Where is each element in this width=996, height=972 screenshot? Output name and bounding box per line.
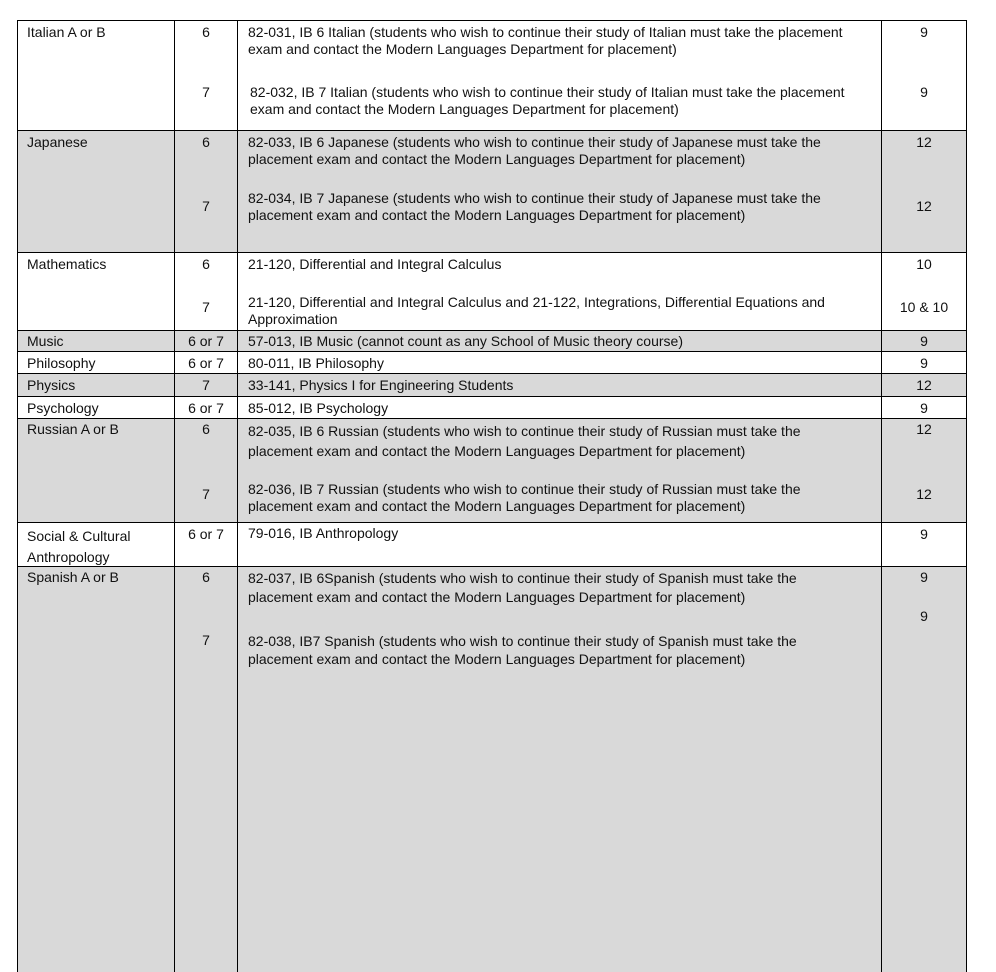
- units-value: 12: [916, 198, 932, 214]
- table-border-left: [17, 20, 18, 972]
- subject-label: Japanese: [27, 134, 88, 150]
- course-description: 80-011, IB Philosophy: [248, 355, 384, 371]
- score-value: 7: [202, 299, 210, 315]
- subject-label: Mathematics: [27, 256, 107, 272]
- units-value: 10 & 10: [899, 299, 949, 315]
- course-description: 21-120, Differential and Integral Calculus and 21-122, Integrations, Differential Equations and Approximation: [248, 294, 825, 327]
- score-value: 7: [202, 84, 210, 100]
- table-row-psychology: [17, 396, 967, 418]
- course-description: 57-013, IB Music (cannot count as any School of Music theory course): [248, 333, 683, 349]
- course-description: 21-120, Differential and Integral Calculus: [248, 256, 502, 272]
- units-value: 9: [920, 526, 928, 542]
- score-value: 7: [202, 198, 210, 214]
- course-description: 82-036, IB 7 Russian (students who wish to continue their study of Russian must take the placement exam and contact the Modern Languages Department for placement): [248, 481, 801, 514]
- score-value: 7: [202, 632, 210, 648]
- units-value: 9: [920, 608, 928, 624]
- units-value: 12: [916, 134, 932, 150]
- course-description: 33-141, Physics I for Engineering Students: [248, 377, 514, 393]
- table-row-spanish: [17, 566, 967, 972]
- score-value: 6 or 7: [188, 526, 224, 542]
- units-value: 9: [920, 355, 928, 371]
- units-value: 9: [920, 400, 928, 416]
- subject-label: Philosophy: [27, 355, 96, 371]
- score-value: 6: [202, 569, 210, 585]
- score-value: 6 or 7: [188, 333, 224, 349]
- units-value: 12: [916, 421, 932, 437]
- subject-label: Social & Cultural Anthropology: [27, 528, 131, 565]
- column-divider-score: [237, 20, 238, 972]
- subject-label: Physics: [27, 377, 76, 393]
- score-value: 6: [202, 421, 210, 437]
- table-border-right: [966, 20, 967, 972]
- units-value: 9: [920, 84, 928, 100]
- score-value: 6 or 7: [188, 400, 224, 416]
- score-value: 6: [202, 24, 210, 40]
- course-description: 82-038, IB7 Spanish (students who wish to continue their study of Spanish must take the placement exam and contact the Modern Languages Department for placement): [248, 633, 797, 667]
- subject-label: Spanish A or B: [27, 569, 119, 585]
- course-description: 82-034, IB 7 Japanese (students who wish to continue their study of Japanese must take the placement exam and contact the Modern Languages Department for placement): [248, 190, 821, 223]
- units-value: 9: [920, 569, 928, 585]
- units-value: 10: [916, 256, 932, 272]
- table-row-philosophy: [17, 351, 967, 373]
- course-description: 82-032, IB 7 Italian (students who wish to continue their study of Italian must take the placement exam and contact the Modern Languages Department for placement): [250, 84, 845, 117]
- units-value: 12: [916, 486, 932, 502]
- score-value: 7: [202, 486, 210, 502]
- units-value: 12: [916, 377, 932, 393]
- course-description: 79-016, IB Anthropology: [248, 525, 399, 541]
- units-value: 9: [920, 24, 928, 40]
- score-value: 6: [202, 256, 210, 272]
- course-description: 82-031, IB 6 Italian (students who wish to continue their study of Italian must take the placement exam and contact the Modern Languages Department for placement): [248, 24, 843, 57]
- table-row-anthropology: [17, 522, 967, 566]
- score-value: 6: [202, 134, 210, 150]
- course-description: 82-033, IB 6 Japanese (students who wish to continue their study of Japanese must take the placement exam and contact the Modern Languages Department for placement): [248, 134, 821, 167]
- subject-label: Psychology: [27, 400, 99, 416]
- score-value: 7: [202, 377, 210, 393]
- subject-label: Music: [27, 333, 64, 349]
- course-description: 82-037, IB 6Spanish (students who wish to continue their study of Spanish must take the placement exam and contact the Modern Languages Department for placement): [248, 570, 797, 605]
- units-value: 9: [920, 333, 928, 349]
- course-description: 82-035, IB 6 Russian (students who wish to continue their study of Russian must take the placement exam and contact the Modern Languages Department for placement): [248, 423, 801, 459]
- subject-label: Russian A or B: [27, 421, 119, 437]
- course-description: 85-012, IB Psychology: [248, 400, 389, 416]
- subject-label: Italian A or B: [27, 24, 106, 40]
- score-value: 6 or 7: [188, 355, 224, 371]
